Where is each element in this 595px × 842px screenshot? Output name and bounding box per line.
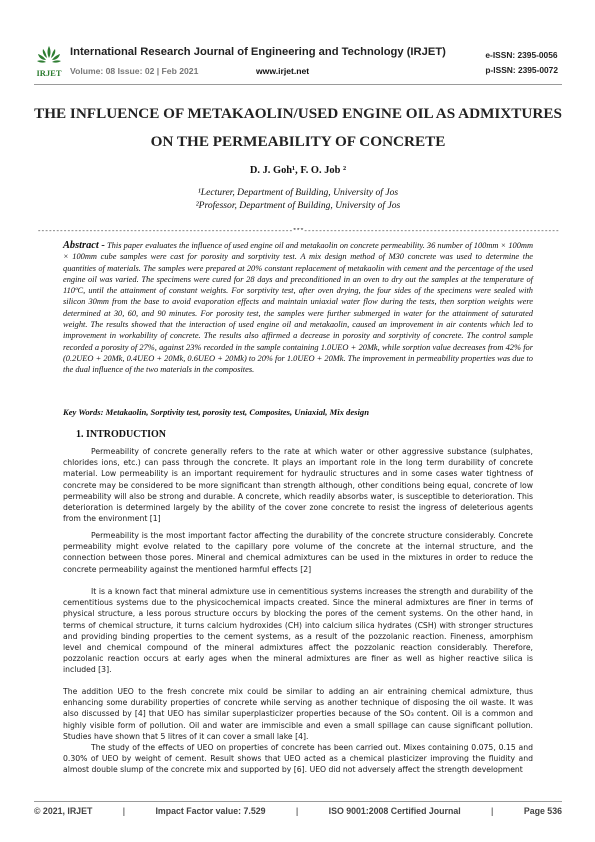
title-line-1: THE INFLUENCE OF METAKAOLIN/USED ENGINE OIL AS ADMIXTURES [34, 105, 562, 122]
logo-text: IRJET [36, 68, 62, 78]
affiliation-1: ¹Lecturer, Department of Building, University of Jos [197, 187, 399, 198]
paragraph-4: The addition UEO to the fresh concrete mix could be similar to adding an air entraining chemical admixture, thus enhancing some durability properties of concrete while serving as another technique of disposing the oil waste. It was also discussed by [4] that UEO has similar superplasticizer properties because of the SO₃ content. Oil is a common and highly visible form of pollution. Oil and water are immiscible and even a small spillage can cause significant pollution. Studies have shown that 5 litres of it can cover a small lake [4]. [63, 687, 533, 741]
journal-title: International Research Journal of Engineering and Technology (IRJET) [70, 46, 446, 58]
paper-title [34, 100, 562, 156]
paragraph-2: Permeability is the most important factor affecting the durability of the concrete structure considerably. Concrete permeability might evolve related to the capillary pore volume of the concrete at the internal structure, and the connection between those pores. Mineral and chemical admixtures can be used in the mixtures in order to reduce the concrete permeability against the mentioned harmful effects [2] [63, 531, 533, 574]
footer-separator: | [122, 806, 126, 816]
volume-info: Volume: 08 Issue: 02 | Feb 2021 [70, 66, 199, 76]
p-issn: p-ISSN: 2395-0072 [485, 65, 558, 75]
page-footer [34, 806, 562, 816]
footer-separator: | [295, 806, 299, 816]
affiliation-2: ²Professor, Department of Building, University of Jos [195, 200, 401, 211]
issn-block [485, 48, 558, 78]
paragraph-1: Permeability of concrete generally refers to the rate at which water or other aggressive substance (sulphates, chlorides ions, etc.) can pass through the concrete. It plays an important role in the long term durability of concrete material. Low permeability is an important requirement for hydraulic structures and in some cases water tightness of concrete may be considered to be more significant than strength although, other conditions being equal, concrete of low permeability will also be strong and durable. A concrete, which readily absorbs water, is susceptible to deterioration. This deterioration is determined largely by the ability of the cover zone concrete to resist the ingress of deleterious agents from the environment [1] [63, 447, 533, 524]
header-divider [34, 84, 562, 85]
footer-divider [34, 801, 562, 802]
paragraph-5: The study of the effects of UEO on properties of concrete has been carried out. Mixes containing 0.075, 0.15 and 0.30% of UEO by weight of cement. Result shows that UEO acted as a chemical plasticizer improving the fluidity and almost double slump of the concrete mix and supported by [6]. UEO did not adversely affect the strength development [63, 743, 533, 775]
footer-copyright: © 2021, IRJET [34, 806, 93, 816]
footer-iso: ISO 9001:2008 Certified Journal [328, 806, 461, 816]
separator-line: ---------------------------------------------------------------------***--------------------------------------------------------------------- [37, 228, 559, 236]
section-heading-introduction: 1. INTRODUCTION [76, 429, 167, 440]
affiliations [34, 186, 562, 212]
footer-impact-factor: Impact Factor value: 7.529 [155, 806, 266, 816]
abstract-text: This paper evaluates the influence of used engine oil and metakaolin on concrete permeability. 36 number of 100mm × 100mm × 100mm cube samples were cast for porosity and sorptivity test. A mix design method of M30 concrete was used to determine the quantities of materials. The samples were prepared at 20% constant replacement of metakaolin with cement and the percentage of the used engine oil was varied. The specimens were cured for 28 days and preconditioned in an oven to dry out the samples at the temperature of 110ºC, until the attainment of constant weights. For sorptivity test, after oven drying, the four sides of the specimens were sealed with silicon 30mm from the base to avoid evaporation effects and maintain uniaxial water flow during the tests, then sorption weights were determined at 30, 60, and 90 minutes. For porosity test, the samples were further submerged in water for the attainment of saturated weight. The results showed that the interaction of used engine oil and metakaolin, caused an improvement in air contents which led to improvement in workability of concrete. The results also affirmed a decrease in porosity and sorptivity of concrete. The control sample recorded a porosity of 27%, against 23% recorded in the sample containing 1.0UEO + 20Mk, while sorption value decreases from 42% for (0.2UEO + 20Mk, 0.4UEO + 20Mk, 0.6UEO + 20Mk) to 20% for 1.0UEO + 20Mk. The improvement in permeability properties was due to the dual influence of the two materials in the composites. [63, 241, 533, 375]
abstract-label: Abstract - [63, 240, 105, 251]
footer-page-number: Page 536 [523, 806, 562, 816]
authors: D. J. Goh¹, F. O. Job ² [249, 165, 347, 176]
journal-logo-icon [34, 42, 64, 80]
title-line-2: ON THE PERMEABILITY OF CONCRETE [150, 133, 446, 150]
journal-website[interactable]: www.irjet.net [256, 66, 310, 76]
journal-header [34, 42, 562, 82]
paragraph-3: It is a known fact that mineral admixture use in cementitious systems increases the strength and durability of the cementitious systems due to the physicochemical impacts created. Since the mineral admixtures are finer in terms of physical structure, a less porous structure occurs by blocking the pores of the cement systems. On the other hand, in terms of chemical structure, it turns calcium hydroxides (CH) into calcium silica hydrates (CSH) with stronger structures and providing binding properties to the cement systems, as a result of the pozzolanic reaction. Fineness, amorphism level and chemical compound of the mineral admixtures affect the pozzolanic reaction considerably. Therefore, pozzolanic reaction occurs at early ages when the mineral admixtures are finer as well as higher reactive silica is included [3]. [63, 587, 533, 675]
footer-separator: | [491, 806, 494, 816]
e-issn: e-ISSN: 2395-0056 [485, 50, 558, 60]
keywords: Key Words: Metakaolin, Sorptivity test, porosity test, Composites, Uniaxial, Mix design [63, 407, 369, 417]
abstract [63, 240, 533, 376]
